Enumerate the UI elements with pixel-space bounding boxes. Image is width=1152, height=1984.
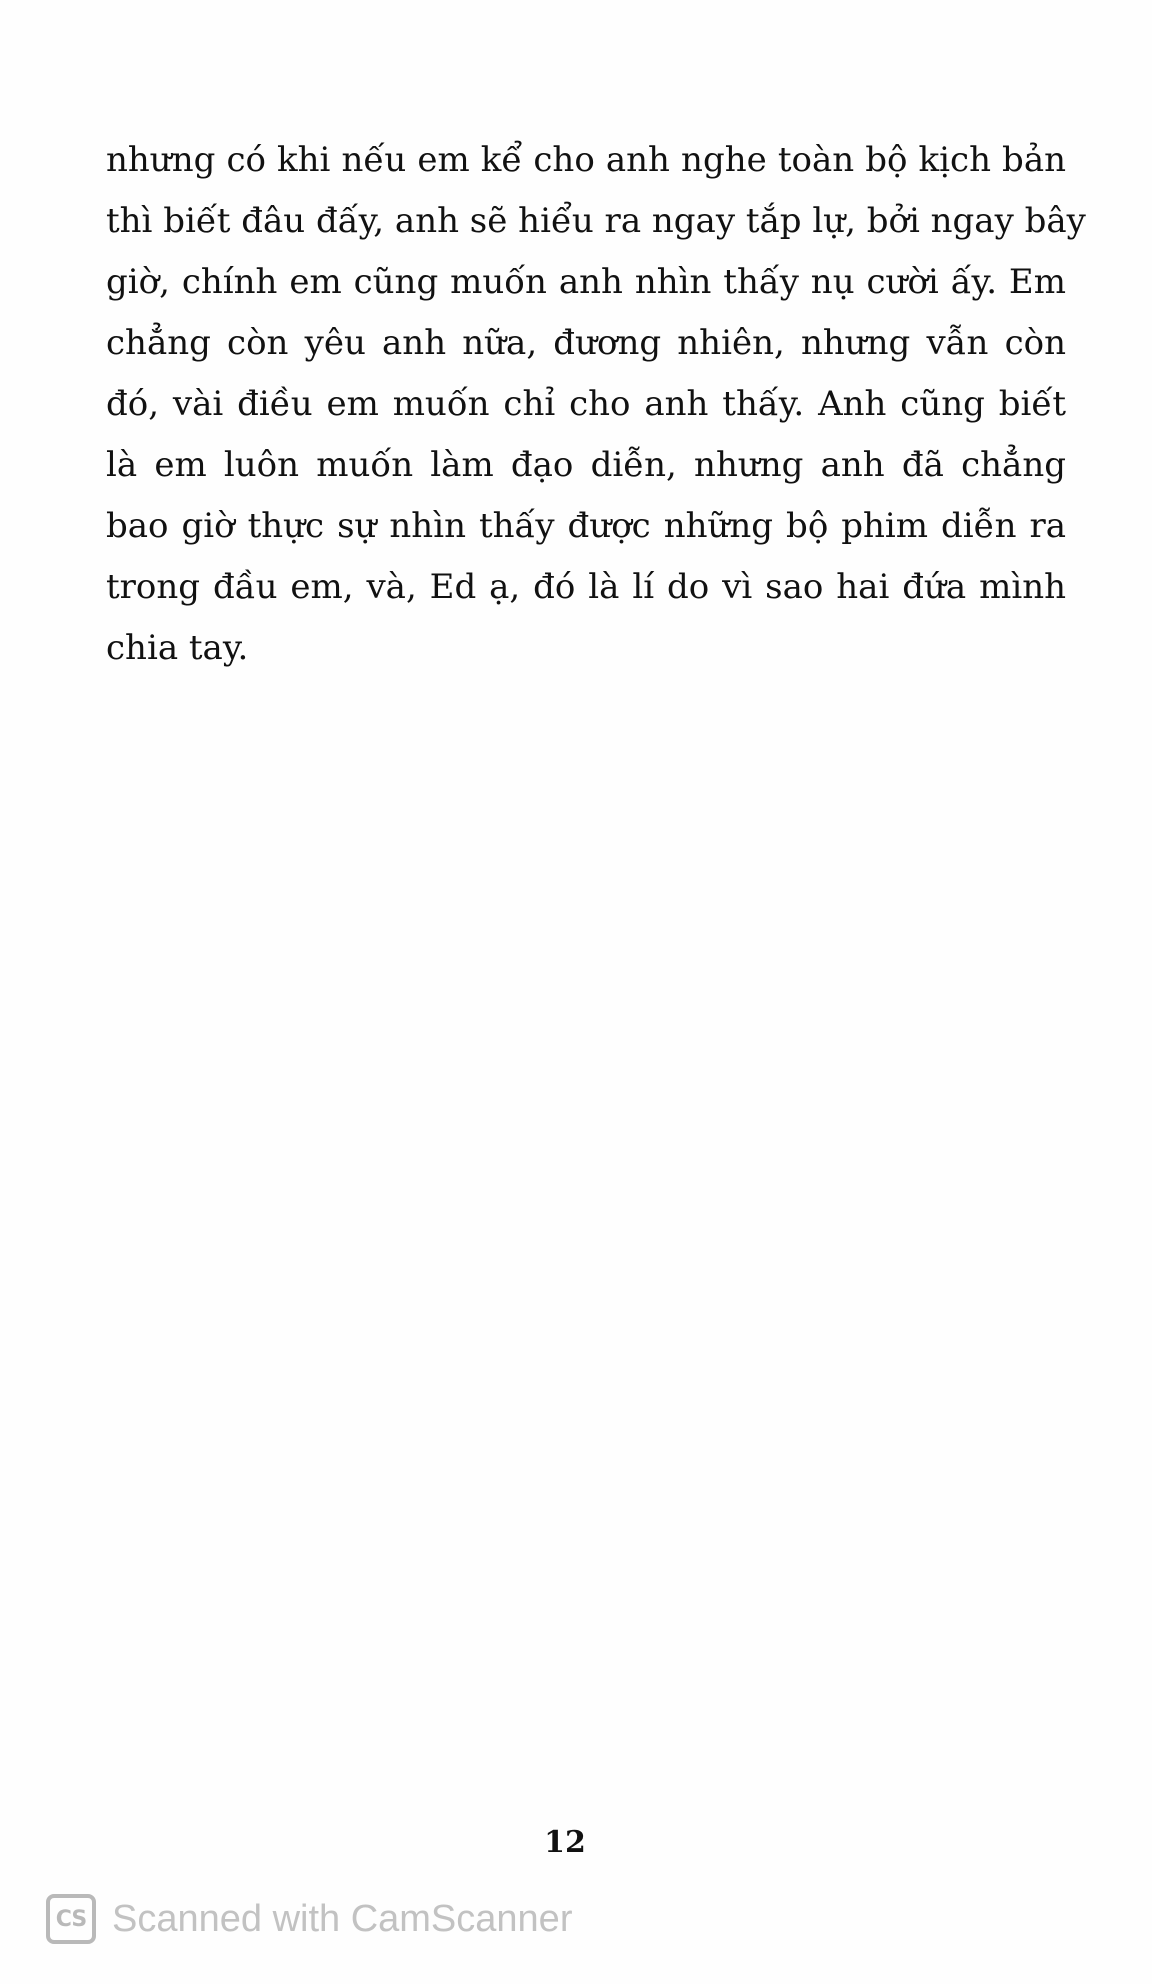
watermark-text: Scanned with CamScanner bbox=[112, 1897, 573, 1940]
text-line: chẳng còn yêu anh nữa, đương nhiên, nhưng vẫn còn bbox=[106, 323, 1066, 363]
text-line: đó, vài điều em muốn chỉ cho anh thấy. Anh cũng biết bbox=[106, 384, 1066, 424]
text-line: trong đầu em, và, Ed ạ, đó là lí do vì sao hai đứa mình bbox=[106, 567, 1066, 607]
text-line: bao giờ thực sự nhìn thấy được những bộ phim diễn ra bbox=[106, 506, 1066, 546]
text-line: chia tay. bbox=[106, 628, 249, 668]
text-line: là em luôn muốn làm đạo diễn, nhưng anh đã chẳng bbox=[106, 445, 1066, 485]
page-number: 12 bbox=[544, 1825, 586, 1860]
camscanner-logo-icon: CS bbox=[46, 1894, 96, 1944]
body-text bbox=[106, 130, 1086, 679]
camscanner-watermark bbox=[46, 1891, 572, 1947]
text-line: thì biết đâu đấy, anh sẽ hiểu ra ngay tắp lự, bởi ngay bây bbox=[106, 201, 1086, 241]
text-line: nhưng có khi nếu em kể cho anh nghe toàn bộ kịch bản bbox=[106, 140, 1066, 180]
text-line: giờ, chính em cũng muốn anh nhìn thấy nụ cười ấy. Em bbox=[106, 262, 1066, 302]
